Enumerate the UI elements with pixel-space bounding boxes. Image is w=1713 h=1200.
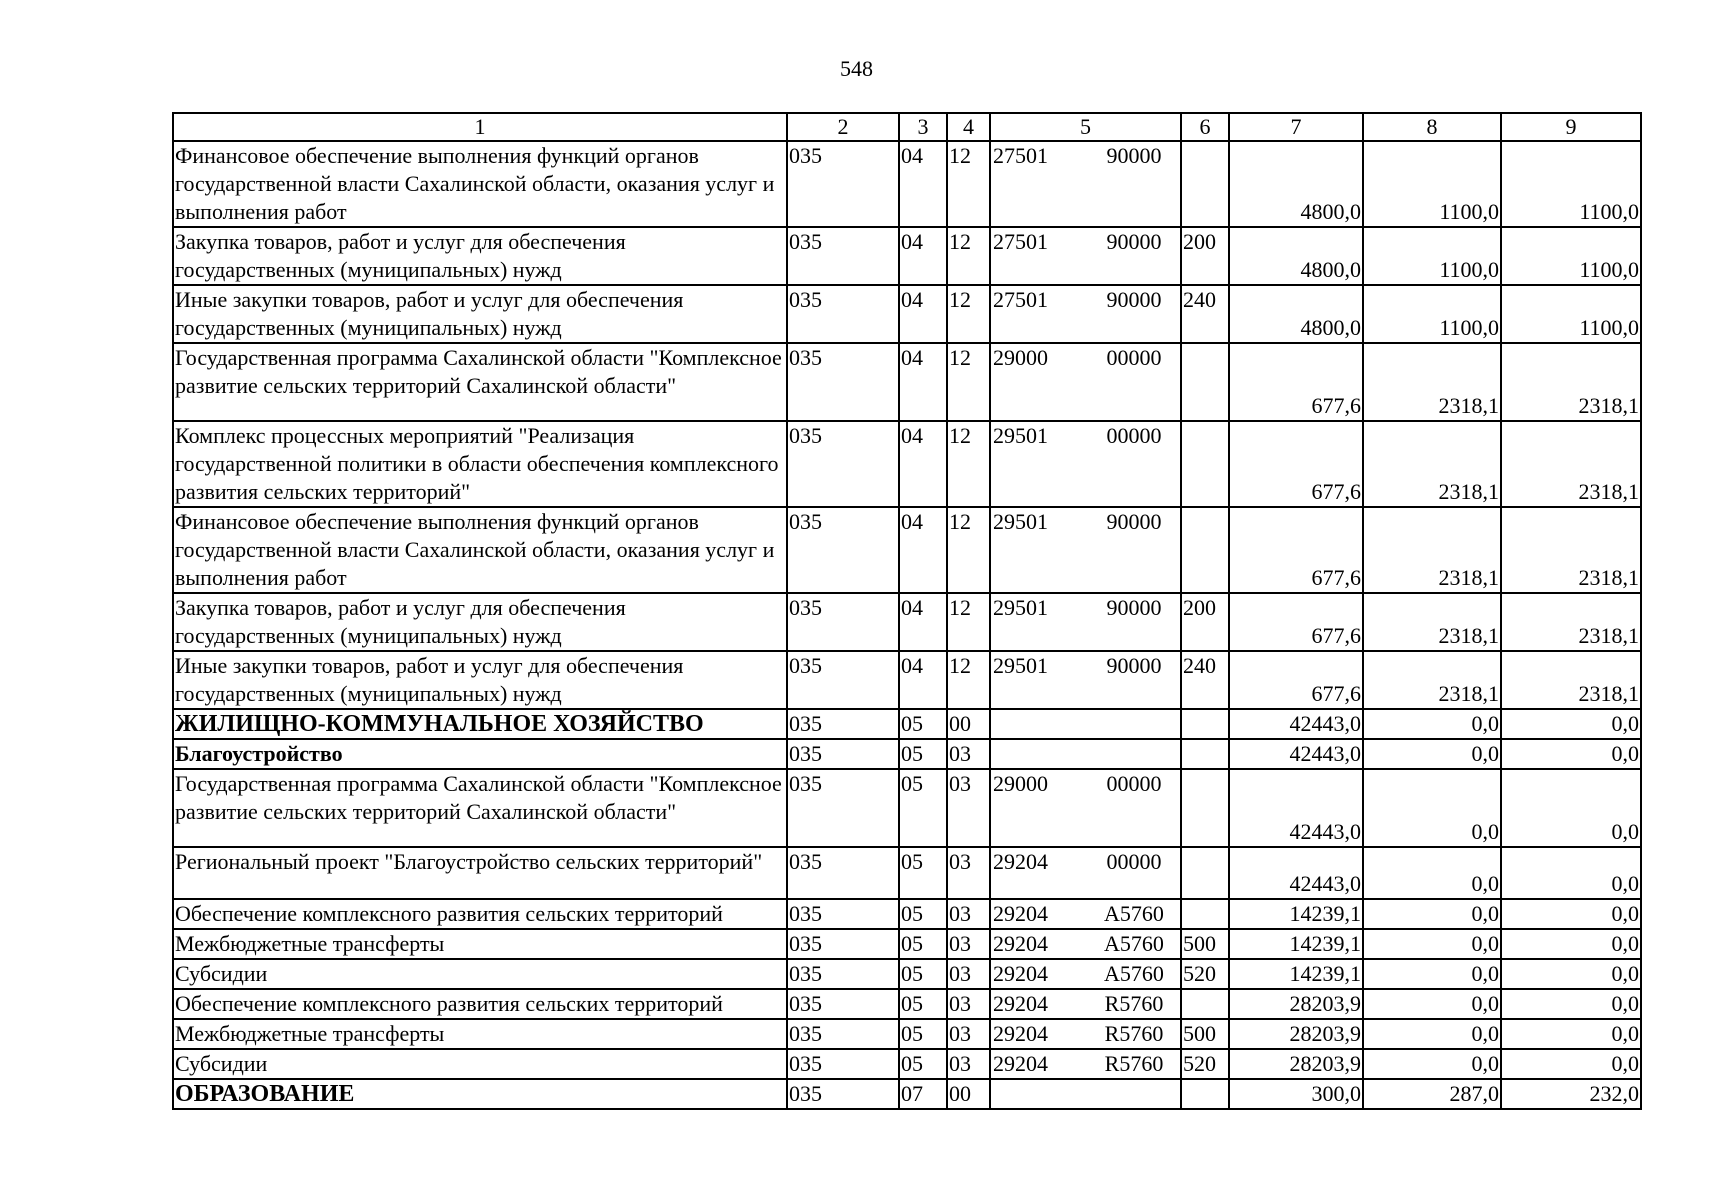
row-name-cell: Комплекс процессных мероприятий "Реализация государственной политики в области обеспечения комплексного развития сельских территорий" [173, 421, 787, 507]
expense-type-cell [1181, 739, 1229, 769]
table-row [173, 709, 1641, 739]
section-code-cell: 05 [899, 769, 947, 847]
subsection-code-cell: 03 [947, 847, 990, 899]
column-header-6: 6 [1181, 113, 1229, 141]
section-code-cell: 05 [899, 899, 947, 929]
amount-year-2-cell: 0,0 [1363, 709, 1501, 739]
table-row [173, 989, 1641, 1019]
table-row [173, 1079, 1641, 1109]
target-article-program: 29501 [993, 595, 1048, 620]
column-header-8: 8 [1363, 113, 1501, 141]
target-article-parts [991, 344, 1180, 372]
section-code-cell: 04 [899, 141, 947, 227]
subsection-code-cell: 03 [947, 989, 990, 1019]
amount-year-2-cell: 2318,1 [1363, 593, 1501, 651]
amount-year-3-cell: 0,0 [1501, 739, 1641, 769]
subsection-code-cell: 12 [947, 343, 990, 421]
column-header-2: 2 [787, 113, 899, 141]
column-header-7: 7 [1229, 113, 1363, 141]
target-article-cell [990, 709, 1181, 739]
expense-type-cell [1181, 343, 1229, 421]
amount-year-2-cell: 2318,1 [1363, 651, 1501, 709]
amount-year-1-cell: 677,6 [1229, 593, 1363, 651]
table-row [173, 593, 1641, 651]
target-article-direction: 90000 [1106, 653, 1162, 678]
target-article-cell [990, 847, 1181, 899]
amount-year-3-cell: 0,0 [1501, 1049, 1641, 1079]
row-name-cell: Закупка товаров, работ и услуг для обеспечения государственных (муниципальных) нужд [173, 593, 787, 651]
expense-type-cell: 520 [1181, 959, 1229, 989]
table-row [173, 141, 1641, 227]
amount-year-1-cell: 42443,0 [1229, 739, 1363, 769]
subsection-code-cell: 00 [947, 709, 990, 739]
table-row [173, 929, 1641, 959]
expense-type-cell: 500 [1181, 929, 1229, 959]
table-row [173, 421, 1641, 507]
table-row [173, 651, 1641, 709]
expense-type-cell [1181, 709, 1229, 739]
target-article-cell [990, 507, 1181, 593]
amount-year-2-cell: 1100,0 [1363, 141, 1501, 227]
amount-year-2-cell: 0,0 [1363, 1049, 1501, 1079]
amount-year-3-cell: 1100,0 [1501, 141, 1641, 227]
subsection-code-cell: 03 [947, 769, 990, 847]
target-article-program: 29000 [993, 771, 1048, 796]
amount-year-3-cell: 1100,0 [1501, 227, 1641, 285]
table-row [173, 847, 1641, 899]
row-name-cell: Финансовое обеспечение выполнения функций органов государственной власти Сахалинской области, оказания услуг и выполнения работ [173, 141, 787, 227]
table-body [173, 113, 1641, 1109]
row-name-cell: Иные закупки товаров, работ и услуг для обеспечения государственных (муниципальных) нужд [173, 651, 787, 709]
amount-year-3-cell: 2318,1 [1501, 421, 1641, 507]
target-article-parts [991, 594, 1180, 622]
subsection-code-cell: 12 [947, 651, 990, 709]
amount-year-3-cell: 232,0 [1501, 1079, 1641, 1109]
section-code-cell: 07 [899, 1079, 947, 1109]
target-article-direction: 00000 [1106, 423, 1162, 448]
amount-year-1-cell: 677,6 [1229, 343, 1363, 421]
amount-year-1-cell: 42443,0 [1229, 847, 1363, 899]
target-article-parts [991, 770, 1180, 798]
target-article-direction: R5760 [1104, 1051, 1164, 1076]
grbs-code-cell: 035 [787, 1079, 899, 1109]
amount-year-2-cell: 1100,0 [1363, 285, 1501, 343]
target-article-parts [991, 1020, 1180, 1048]
expense-type-cell [1181, 421, 1229, 507]
target-article-cell [990, 1049, 1181, 1079]
column-header-3: 3 [899, 113, 947, 141]
row-name-cell: Межбюджетные трансферты [173, 1019, 787, 1049]
row-name-cell: Субсидии [173, 959, 787, 989]
row-name-cell: Обеспечение комплексного развития сельских территорий [173, 899, 787, 929]
grbs-code-cell: 035 [787, 421, 899, 507]
expense-type-cell: 500 [1181, 1019, 1229, 1049]
target-article-direction: 00000 [1106, 345, 1162, 370]
target-article-program: 27501 [993, 229, 1048, 254]
target-article-direction: 90000 [1106, 509, 1162, 534]
target-article-cell [990, 1079, 1181, 1109]
target-article-parts [991, 286, 1180, 314]
row-name-cell: Межбюджетные трансферты [173, 929, 787, 959]
target-article-program: 29204 [993, 849, 1048, 874]
target-article-cell [990, 959, 1181, 989]
grbs-code-cell: 035 [787, 847, 899, 899]
column-header-1: 1 [173, 113, 787, 141]
grbs-code-cell: 035 [787, 709, 899, 739]
grbs-code-cell: 035 [787, 1019, 899, 1049]
expense-type-cell [1181, 989, 1229, 1019]
amount-year-2-cell: 0,0 [1363, 769, 1501, 847]
grbs-code-cell: 035 [787, 1049, 899, 1079]
target-article-direction: 90000 [1106, 287, 1162, 312]
grbs-code-cell: 035 [787, 227, 899, 285]
grbs-code-cell: 035 [787, 343, 899, 421]
grbs-code-cell: 035 [787, 899, 899, 929]
expense-type-cell [1181, 1079, 1229, 1109]
amount-year-3-cell: 0,0 [1501, 929, 1641, 959]
table-row [173, 1049, 1641, 1079]
table-row [173, 1019, 1641, 1049]
subsection-code-cell: 03 [947, 1019, 990, 1049]
column-header-9: 9 [1501, 113, 1641, 141]
grbs-code-cell: 035 [787, 507, 899, 593]
amount-year-1-cell: 4800,0 [1229, 141, 1363, 227]
section-code-cell: 04 [899, 507, 947, 593]
amount-year-1-cell: 300,0 [1229, 1079, 1363, 1109]
section-code-cell: 05 [899, 709, 947, 739]
target-article-parts [991, 900, 1180, 928]
section-code-cell: 04 [899, 343, 947, 421]
target-article-cell [990, 929, 1181, 959]
amount-year-2-cell: 1100,0 [1363, 227, 1501, 285]
table-row [173, 899, 1641, 929]
target-article-direction: 90000 [1106, 143, 1162, 168]
subsection-code-cell: 12 [947, 285, 990, 343]
grbs-code-cell: 035 [787, 929, 899, 959]
row-name-cell: Финансовое обеспечение выполнения функций органов государственной власти Сахалинской области, оказания услуг и выполнения работ [173, 507, 787, 593]
amount-year-2-cell: 2318,1 [1363, 507, 1501, 593]
table-row [173, 343, 1641, 421]
expense-type-cell [1181, 141, 1229, 227]
row-name-cell: Обеспечение комплексного развития сельских территорий [173, 989, 787, 1019]
amount-year-1-cell: 677,6 [1229, 507, 1363, 593]
table-row [173, 285, 1641, 343]
section-code-cell: 04 [899, 421, 947, 507]
target-article-parts [991, 228, 1180, 256]
subsection-code-cell: 00 [947, 1079, 990, 1109]
target-article-cell [990, 227, 1181, 285]
amount-year-3-cell: 0,0 [1501, 769, 1641, 847]
amount-year-2-cell: 2318,1 [1363, 421, 1501, 507]
subsection-code-cell: 03 [947, 959, 990, 989]
expense-type-cell: 520 [1181, 1049, 1229, 1079]
subsection-code-cell: 12 [947, 507, 990, 593]
amount-year-2-cell: 0,0 [1363, 899, 1501, 929]
column-header-4: 4 [947, 113, 990, 141]
expense-type-cell [1181, 769, 1229, 847]
row-name-cell: Региональный проект "Благоустройство сельских территорий" [173, 847, 787, 899]
amount-year-3-cell: 2318,1 [1501, 593, 1641, 651]
section-code-cell: 05 [899, 739, 947, 769]
target-article-direction: R5760 [1104, 1021, 1164, 1046]
section-code-cell: 05 [899, 847, 947, 899]
target-article-cell [990, 421, 1181, 507]
target-article-parts [991, 848, 1180, 876]
target-article-parts [991, 652, 1180, 680]
row-name-cell: Субсидии [173, 1049, 787, 1079]
target-article-direction: R5760 [1104, 991, 1164, 1016]
grbs-code-cell: 035 [787, 769, 899, 847]
amount-year-1-cell: 42443,0 [1229, 709, 1363, 739]
section-code-cell: 04 [899, 285, 947, 343]
row-name-cell: ЖИЛИЩНО-КОММУНАЛЬНОЕ ХОЗЯЙСТВО [173, 709, 787, 739]
column-header-5: 5 [990, 113, 1181, 141]
target-article-program: 29501 [993, 423, 1048, 448]
amount-year-2-cell: 287,0 [1363, 1079, 1501, 1109]
section-code-cell: 04 [899, 227, 947, 285]
amount-year-1-cell: 28203,9 [1229, 1049, 1363, 1079]
section-code-cell: 05 [899, 1019, 947, 1049]
amount-year-3-cell: 0,0 [1501, 959, 1641, 989]
row-name-cell: Государственная программа Сахалинской области "Комплексное развитие сельских территорий Сахалинской области" [173, 343, 787, 421]
target-article-program: 29501 [993, 653, 1048, 678]
target-article-parts [991, 930, 1180, 958]
subsection-code-cell: 12 [947, 593, 990, 651]
target-article-parts [991, 142, 1180, 170]
row-name-cell: Государственная программа Сахалинской области "Комплексное развитие сельских территорий Сахалинской области" [173, 769, 787, 847]
table-row [173, 959, 1641, 989]
row-name-cell: Закупка товаров, работ и услуг для обеспечения государственных (муниципальных) нужд [173, 227, 787, 285]
page-number: 548 [840, 56, 873, 81]
amount-year-3-cell: 2318,1 [1501, 507, 1641, 593]
target-article-parts [991, 508, 1180, 536]
target-article-program: 29204 [993, 901, 1048, 926]
grbs-code-cell: 035 [787, 989, 899, 1019]
target-article-direction: 00000 [1106, 849, 1162, 874]
target-article-program: 29204 [993, 1021, 1048, 1046]
target-article-parts [991, 960, 1180, 988]
target-article-cell [990, 739, 1181, 769]
target-article-program: 29204 [993, 931, 1048, 956]
target-article-direction: A5760 [1104, 931, 1164, 956]
budget-table [172, 112, 1642, 1110]
target-article-cell [990, 651, 1181, 709]
target-article-cell [990, 1019, 1181, 1049]
section-code-cell: 05 [899, 929, 947, 959]
target-article-direction: A5760 [1104, 961, 1164, 986]
subsection-code-cell: 03 [947, 929, 990, 959]
table-row [173, 507, 1641, 593]
subsection-code-cell: 03 [947, 1049, 990, 1079]
target-article-cell [990, 899, 1181, 929]
amount-year-1-cell: 677,6 [1229, 651, 1363, 709]
amount-year-3-cell: 2318,1 [1501, 343, 1641, 421]
target-article-cell [990, 285, 1181, 343]
amount-year-3-cell: 2318,1 [1501, 651, 1641, 709]
amount-year-1-cell: 28203,9 [1229, 1019, 1363, 1049]
target-article-program: 29000 [993, 345, 1048, 370]
grbs-code-cell: 035 [787, 141, 899, 227]
target-article-cell [990, 343, 1181, 421]
amount-year-1-cell: 677,6 [1229, 421, 1363, 507]
target-article-program: 29204 [993, 961, 1048, 986]
amount-year-3-cell: 0,0 [1501, 1019, 1641, 1049]
target-article-parts [991, 1050, 1180, 1078]
target-article-cell [990, 141, 1181, 227]
target-article-direction: 90000 [1106, 229, 1162, 254]
table-row [173, 227, 1641, 285]
target-article-program: 27501 [993, 287, 1048, 312]
amount-year-2-cell: 0,0 [1363, 959, 1501, 989]
expense-type-cell: 240 [1181, 651, 1229, 709]
amount-year-2-cell: 2318,1 [1363, 343, 1501, 421]
expense-type-cell: 200 [1181, 227, 1229, 285]
target-article-program: 29204 [993, 1051, 1048, 1076]
amount-year-1-cell: 28203,9 [1229, 989, 1363, 1019]
amount-year-1-cell: 14239,1 [1229, 959, 1363, 989]
column-number-row [173, 113, 1641, 141]
section-code-cell: 04 [899, 651, 947, 709]
row-name-cell: ОБРАЗОВАНИЕ [173, 1079, 787, 1109]
subsection-code-cell: 12 [947, 421, 990, 507]
section-code-cell: 05 [899, 959, 947, 989]
target-article-direction: A5760 [1104, 901, 1164, 926]
amount-year-3-cell: 0,0 [1501, 989, 1641, 1019]
amount-year-2-cell: 0,0 [1363, 739, 1501, 769]
amount-year-1-cell: 14239,1 [1229, 929, 1363, 959]
subsection-code-cell: 03 [947, 739, 990, 769]
amount-year-1-cell: 4800,0 [1229, 285, 1363, 343]
section-code-cell: 04 [899, 593, 947, 651]
subsection-code-cell: 03 [947, 899, 990, 929]
expense-type-cell: 200 [1181, 593, 1229, 651]
target-article-cell [990, 989, 1181, 1019]
amount-year-1-cell: 14239,1 [1229, 899, 1363, 929]
target-article-cell [990, 593, 1181, 651]
row-name-cell: Благоустройство [173, 739, 787, 769]
amount-year-3-cell: 0,0 [1501, 709, 1641, 739]
amount-year-2-cell: 0,0 [1363, 847, 1501, 899]
amount-year-2-cell: 0,0 [1363, 1019, 1501, 1049]
grbs-code-cell: 035 [787, 651, 899, 709]
amount-year-2-cell: 0,0 [1363, 989, 1501, 1019]
target-article-program: 29204 [993, 991, 1048, 1016]
table-row [173, 739, 1641, 769]
target-article-direction: 90000 [1106, 595, 1162, 620]
amount-year-1-cell: 42443,0 [1229, 769, 1363, 847]
expense-type-cell [1181, 507, 1229, 593]
grbs-code-cell: 035 [787, 285, 899, 343]
target-article-direction: 00000 [1106, 771, 1162, 796]
amount-year-3-cell: 1100,0 [1501, 285, 1641, 343]
expense-type-cell [1181, 899, 1229, 929]
target-article-program: 29501 [993, 509, 1048, 534]
grbs-code-cell: 035 [787, 593, 899, 651]
target-article-cell [990, 769, 1181, 847]
section-code-cell: 05 [899, 1049, 947, 1079]
grbs-code-cell: 035 [787, 959, 899, 989]
row-name-cell: Иные закупки товаров, работ и услуг для обеспечения государственных (муниципальных) нужд [173, 285, 787, 343]
amount-year-3-cell: 0,0 [1501, 899, 1641, 929]
target-article-program: 27501 [993, 143, 1048, 168]
expense-type-cell: 240 [1181, 285, 1229, 343]
target-article-parts [991, 422, 1180, 450]
section-code-cell: 05 [899, 989, 947, 1019]
subsection-code-cell: 12 [947, 141, 990, 227]
subsection-code-cell: 12 [947, 227, 990, 285]
amount-year-3-cell: 0,0 [1501, 847, 1641, 899]
expense-type-cell [1181, 847, 1229, 899]
amount-year-2-cell: 0,0 [1363, 929, 1501, 959]
amount-year-1-cell: 4800,0 [1229, 227, 1363, 285]
table-row [173, 769, 1641, 847]
grbs-code-cell: 035 [787, 739, 899, 769]
target-article-parts [991, 990, 1180, 1018]
